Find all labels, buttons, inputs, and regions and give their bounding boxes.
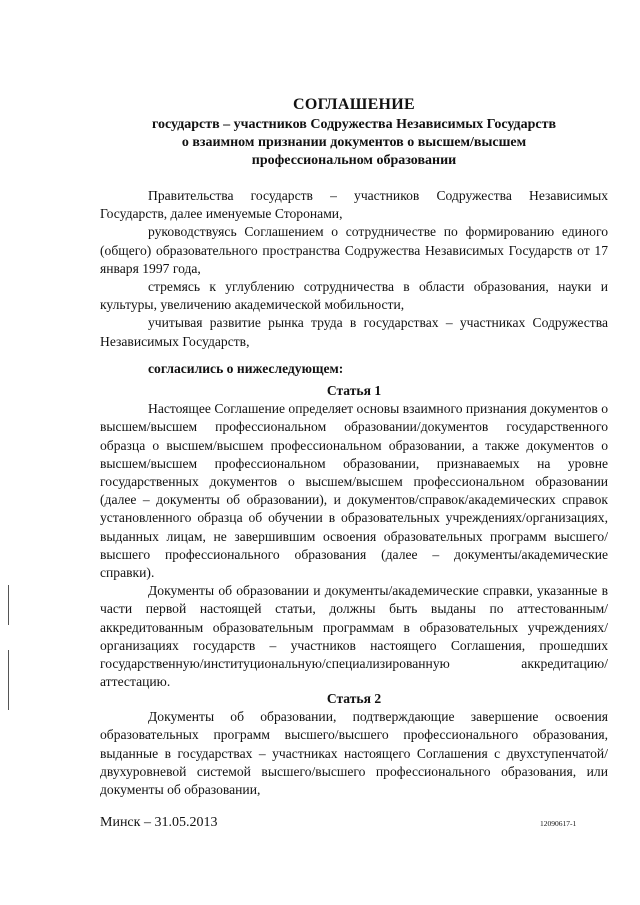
- document-subtitle: [100, 116, 608, 170]
- preamble: [100, 187, 608, 378]
- preamble-paragraph: Правительства государств – участников Содружества Независимых Государств, далее именуемые Сторонами,: [100, 188, 608, 222]
- article-heading: Статья 1: [326, 383, 382, 398]
- preamble-agreement: согласились о нижеследующем:: [148, 360, 344, 376]
- article-paragraph: Документы об образовании и документы/академические справки, указанные в части первой настоящей статьи, должны быть выданы по аттестованным/аккредитованным образовательным программам в образовательных учреждениях/организациях государств – участников настоящего Соглашения, прошедших государственную/институциональную/специализированную аккредитацию/аттестацию.: [100, 583, 608, 690]
- subtitle-line: о взаимном признании документов о высшем/высшем: [181, 135, 527, 150]
- document-title: СОГЛАШЕНИЕ: [292, 96, 416, 113]
- article-paragraph: Настоящее Соглашение определяет основы взаимного признания документов о высшем/высшем профессиональном образовании/документов государственного образца о высшем/высшем профессиональном образовании, а также документов о высшем/высшем профессиональном образовании, признаваемых на уровне государственных документов о высшем/высшем профессиональном образовании (далее – документы об образовании), и документов/справок/академических справок установленного образца об обучении в образовательных учреждениях/организациях, выданных лицам, не завершившим освоения образовательных программ высшего/высшего профессионального образования (далее – документы/академические справки).: [100, 401, 608, 581]
- article-2: [100, 690, 608, 799]
- preamble-paragraph: руководствуясь Соглашением о сотрудничестве по формированию единого (общего) образовательного пространства Содружества Независимых Государств от 17 января 1997 года,: [100, 224, 608, 276]
- binder-mark: [8, 585, 9, 625]
- footer-place-date: Минск – 31.05.2013: [100, 815, 218, 830]
- article-paragraph: Документы об образовании, подтверждающие завершение освоения образовательных программ высшего/высшего профессионального образования, выданные в государствах – участниках настоящего Соглашения с двухступенчатой/двухуровневой системой высшего/высшего профессионального образования, или документы об образовании,: [100, 709, 608, 798]
- preamble-paragraph: учитывая развитие рынка труда в государствах – участниках Содружества Независимых Государств,: [100, 315, 608, 349]
- article-1: [100, 382, 608, 691]
- article-heading: Статья 2: [326, 691, 382, 706]
- footer-doc-code: 12090617-1: [540, 819, 577, 828]
- preamble-paragraph: стремясь к углублению сотрудничества в области образования, науки и культуры, увеличению академической мобильности,: [100, 279, 608, 313]
- subtitle-line: профессиональном образовании: [251, 153, 457, 168]
- binder-mark: [8, 650, 9, 710]
- subtitle-line: государств – участников Содружества Независимых Государств: [151, 117, 557, 132]
